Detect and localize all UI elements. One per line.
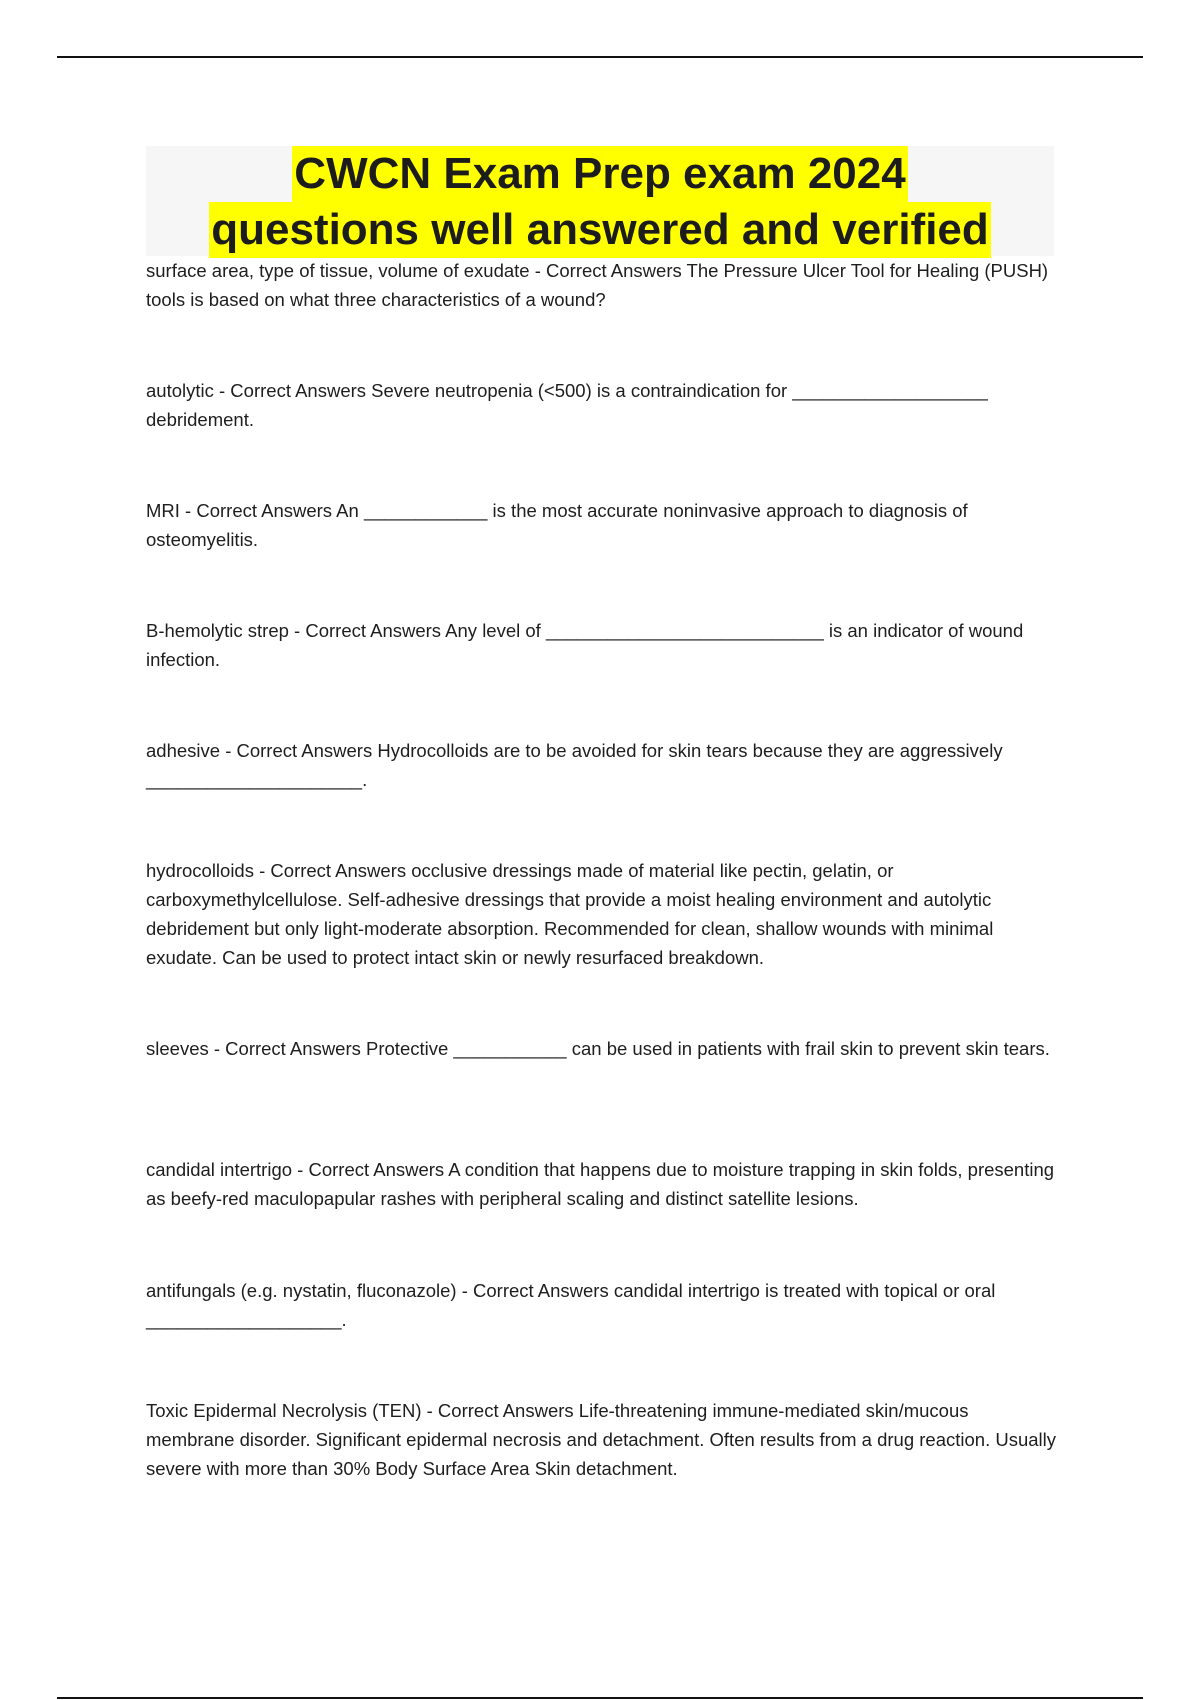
qa-entry-3: MRI - Correct Answers An ____________ is the most accurate noninvasive approach to diagnosis of osteomyelitis. — [146, 500, 968, 550]
qa-entry-8: candidal intertrigo - Correct Answers A condition that happens due to moisture trapping in skin folds, presenting as beefy-red maculopapular rashes with peripheral scaling and distinct satellite lesions. — [146, 1159, 1055, 1209]
page-title-line-1: CWCN Exam Prep exam 2024 — [292, 146, 907, 202]
qa-entry-1: surface area, type of tissue, volume of exudate - Correct Answers The Pressure Ulcer Tool for Healing (PUSH) tools is based on what three characteristics of a wound? — [146, 260, 1049, 310]
page-title-line-2: questions well answered and verified — [209, 202, 991, 258]
title-block — [146, 146, 1054, 256]
qa-entry-4: B-hemolytic strep - Correct Answers Any level of ___________________________ is an indicator of wound infection. — [146, 620, 1024, 670]
qa-entry-5: adhesive - Correct Answers Hydrocolloids are to be avoided for skin tears because they are aggressively _____________________. — [146, 740, 1003, 790]
top-rule — [57, 56, 1143, 58]
bottom-rule — [57, 1697, 1143, 1699]
qa-entry-9: antifungals (e.g. nystatin, fluconazole) - Correct Answers candidal intertrigo is treated with topical or oral ___________________. — [146, 1280, 996, 1330]
qa-entry-10: Toxic Epidermal Necrolysis (TEN) - Correct Answers Life-threatening immune-mediated skin/mucous membrane disorder. Significant epidermal necrosis and detachment. Often results from a drug reaction. Usually severe with more than 30% Body Surface Area Skin detachment. — [146, 1400, 1057, 1479]
qa-entry-6: hydrocolloids - Correct Answers occlusive dressings made of material like pectin, gelatin, or carboxymethylcellulose. Self-adhesive dressings that provide a moist healing environment and autolytic debridement but only light-moderate absorption. Recommended for clean, shallow wounds with minimal exudate. Can be used to protect intact skin or newly resurfaced breakdown. — [146, 860, 994, 968]
qa-entry-7: sleeves - Correct Answers Protective ___________ can be used in patients with frail skin to prevent skin tears. — [146, 1038, 1050, 1059]
qa-entry-2: autolytic - Correct Answers Severe neutropenia (<500) is a contraindication for ___________________ debridement. — [146, 380, 988, 430]
